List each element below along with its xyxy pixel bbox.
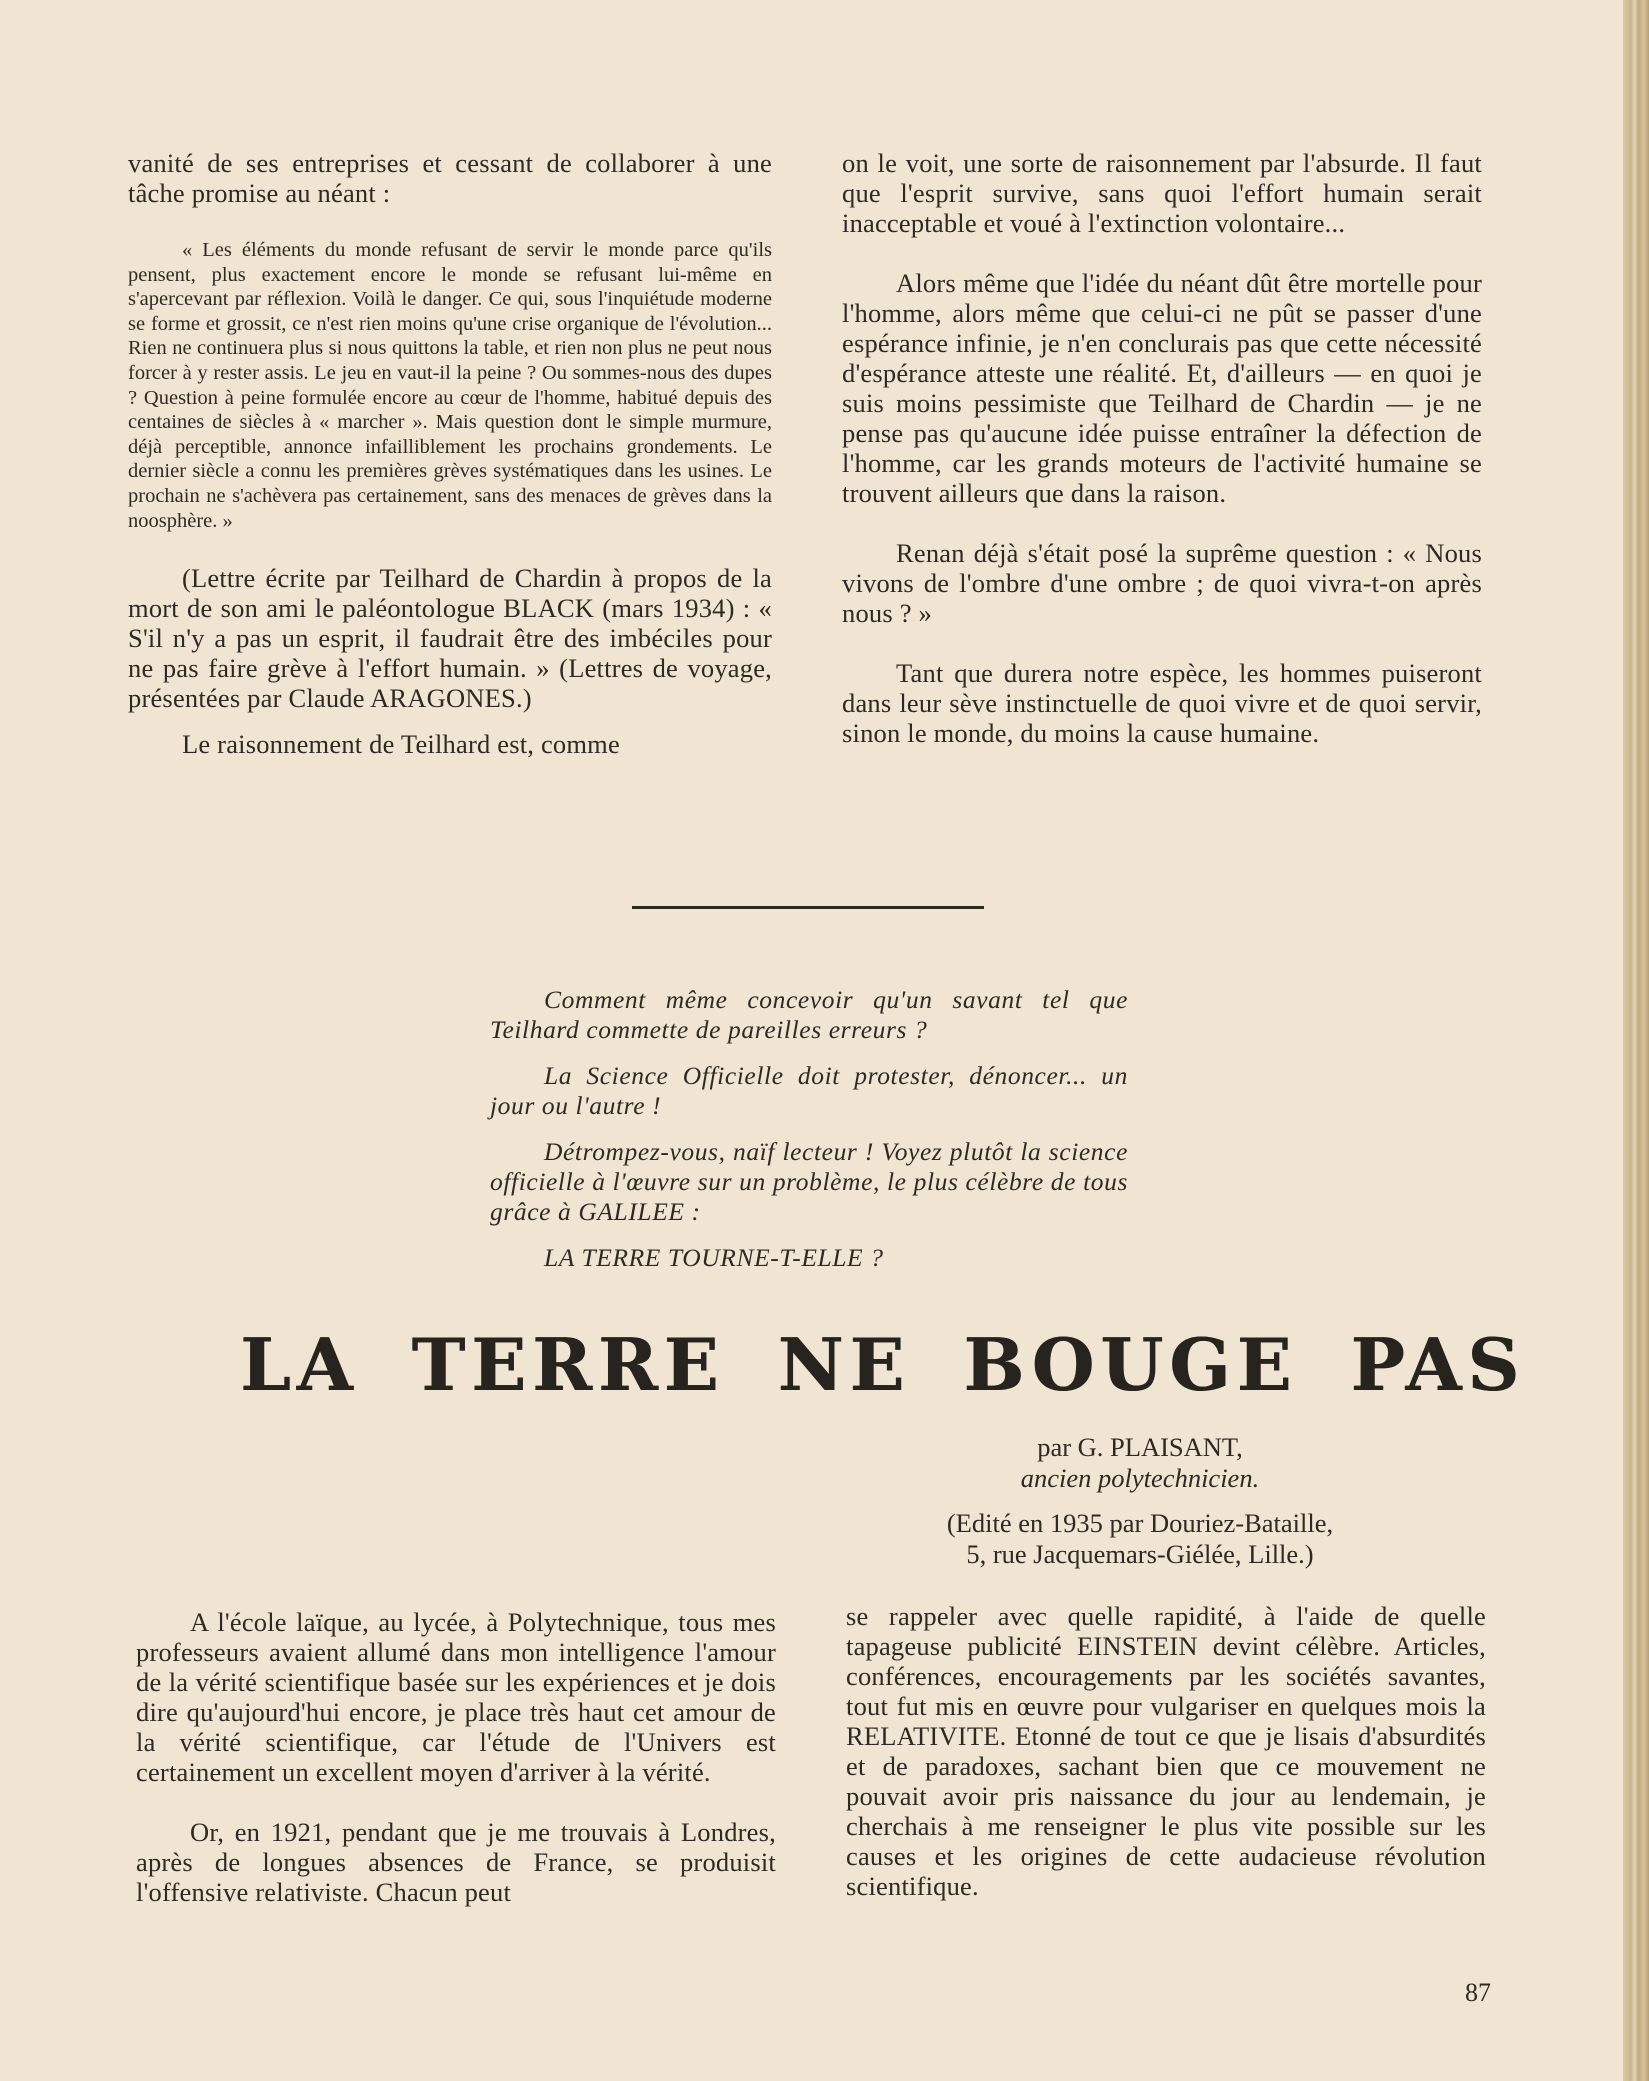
byline — [880, 1432, 1400, 1570]
page-edge — [1623, 0, 1649, 2081]
publication-line: (Edité en 1935 par Douriez-Bataille, — [946, 1508, 1334, 1538]
author: par G. PLAISANT, — [1037, 1432, 1243, 1462]
publication-line: 5, rue Jacquemars-Giélée, Lille.) — [966, 1539, 1314, 1569]
page-number: 87 — [1465, 1978, 1491, 2007]
article-headline: LA TERRE NE BOUGE PAS — [240, 1322, 1526, 1407]
intro-paragraph: Détrompez-vous, naïf lecteur ! Voyez plutôt la science officielle à l'œuvre sur un problème, le plus célèbre de tous grâce à GALILEE : — [490, 1137, 1128, 1226]
author-role: ancien polytechnicien. — [1020, 1463, 1260, 1493]
paragraph: vanité de ses entreprises et cessant de collaborer à une tâche promise au néant : — [128, 148, 772, 208]
paragraph: se rappeler avec quelle rapidité, à l'aide de quelle tapageuse publicité EINSTEIN devint célèbre. Articles, conférences, encouragements par les sociétés savantes, tout fut mis en œuvre pour vulgariser en quelques mois la RELATIVITE. Etonné de tout ce que je lisais d'absurdités et de paradoxes, sachant bien que ce mouvement ne pouvait avoir pris naissance du jour au lendemain, je cherchais à me renseigner le plus vite possible sur les causes et les origines de cette audacieuse révolution scientifique. — [846, 1601, 1486, 1901]
top-right-column — [842, 148, 1482, 748]
article-left-column — [136, 1607, 776, 1907]
intro-paragraph: Comment même concevoir qu'un savant tel que Teilhard commette de pareilles erreurs ? — [490, 985, 1128, 1044]
intro-paragraph: La Science Officielle doit protester, dénoncer... un jour ou l'autre ! — [490, 1061, 1128, 1120]
paragraph: Renan déjà s'était posé la suprême question : « Nous vivons de l'ombre d'une ombre ; de quoi vivra-t-on après nous ? » — [842, 538, 1482, 628]
paragraph: A l'école laïque, au lycée, à Polytechnique, tous mes professeurs avaient allumé dans mon intelligence l'amour de la vérité scientifique basée sur les expériences et je dois dire qu'aujourd'hui encore, je place très haut cet amour de la vérité scientifique, car l'étude de l'Univers est certainement un excellent moyen d'arriver à la vérité. — [136, 1607, 776, 1787]
paragraph: Le raisonnement de Teilhard est, comme — [182, 729, 620, 760]
paragraph: on le voit, une sorte de raisonnement par l'absurde. Il faut que l'esprit survive, sans quoi l'effort humain serait inacceptable et voué à l'extinction volontaire... — [842, 148, 1482, 238]
paragraph: Or, en 1921, pendant que je me trouvais à Londres, après de longues absences de France, se produisit l'offensive relativiste. Chacun peut — [136, 1817, 776, 1907]
intro-question: LA TERRE TOURNE-T-ELLE ? — [544, 1243, 884, 1272]
section-divider — [632, 906, 984, 909]
block-quote: « Les éléments du monde refusant de servir le monde parce qu'ils pensent, plus exactement encore le monde se refusant lui-même en s'apercevant par réflexion. Voilà le danger. Ce qui, sous l'inquiétude moderne se forme et grossit, ce n'est rien moins qu'une crise organique de l'évolution... Rien ne continuera plus si nous quittons la table, et rien non plus ne peut nous forcer à y rester assis. Le jeu en vaut-il la peine ? Ou sommes-nous des dupes ? Question à peine formulée encore au cœur de l'homme, habitué depuis des centaines de siècles à « marcher ». Mais question dont le simple murmure, déjà perceptible, annonce infailliblement les prochains grondements. Le dernier siècle a connu les premières grèves systématiques dans les usines. Le prochain ne s'achèvera pas certainement, sans des menaces de grèves dans la noosphère. » — [128, 239, 772, 532]
citation: (Lettre écrite par Teilhard de Chardin à propos de la mort de son ami le paléontologue BLACK (mars 1934) : « S'il n'y a pas un esprit, il faudrait être des imbéciles pour ne pas faire grève à l'effort humain. » (Lettres de voyage, présentées par Claude ARAGONES.) — [128, 563, 772, 714]
paragraph: Tant que durera notre espèce, les hommes puiseront dans leur sève instinctuelle de quoi vivre et de quoi servir, sinon le monde, du moins la cause humaine. — [842, 658, 1482, 748]
paragraph: Alors même que l'idée du néant dût être mortelle pour l'homme, alors même que celui-ci ne pût se passer d'une espérance infinie, je n'en conclurais pas que cette nécessité d'espérance atteste une réalité. Et, d'ailleurs — en quoi je suis moins pessimiste que Teilhard de Chardin — je ne pense pas qu'aucune idée puisse entraîner la défection de l'homme, car les grands moteurs de l'activité humaine se trouvent ailleurs que dans la raison. — [842, 268, 1482, 508]
article-right-column — [846, 1601, 1486, 1901]
editorial-intro — [490, 985, 1128, 1289]
top-left-column — [128, 148, 772, 759]
